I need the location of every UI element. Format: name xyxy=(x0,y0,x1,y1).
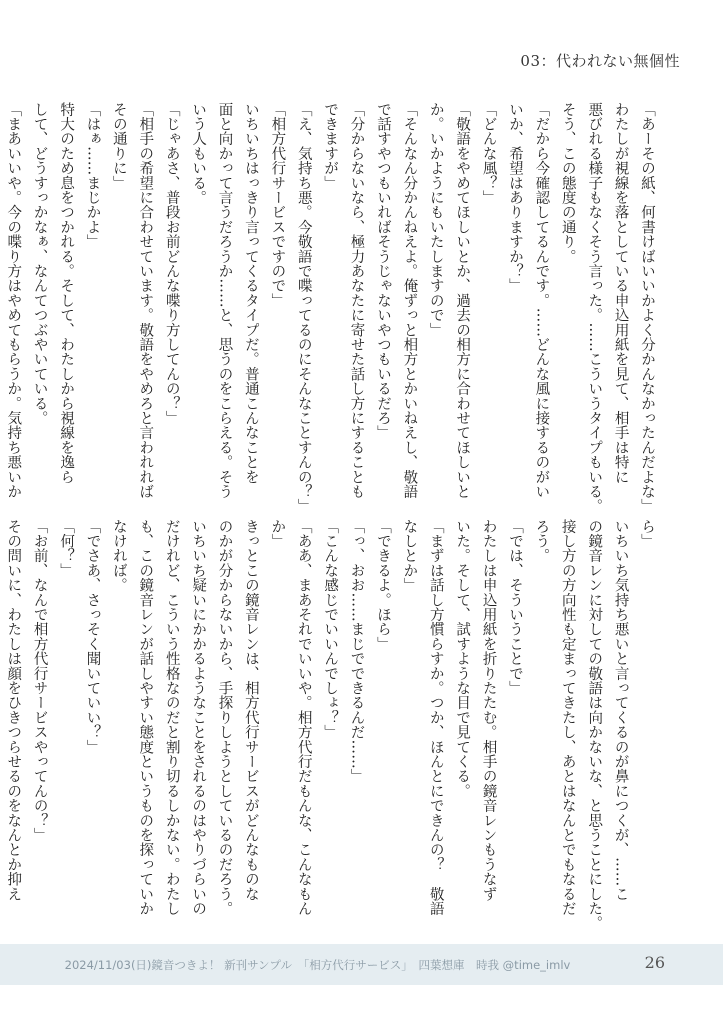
text-line: なければ。 xyxy=(110,519,127,593)
text-line: いちいち気持ち悪いと言ってくるのが鼻につくが、……こ xyxy=(612,519,629,902)
text-line: 接し方の方向性も定まってきたし、あとはなんとでもなるだ xyxy=(559,519,576,916)
text-line: ろう。 xyxy=(533,519,550,564)
text-line: 「こんな感じでいいんでしょ？」 xyxy=(322,519,339,740)
text-line: 「だから今確認してるんです。……どんな風に接するのがい xyxy=(533,102,550,499)
text-line: そう、この態度の通り。 xyxy=(559,102,576,264)
text-line: か。いかようにもいたしますので」 xyxy=(427,102,444,338)
upper-text-column xyxy=(5,102,660,514)
lower-text-column xyxy=(5,519,660,931)
text-line: で話すやつもいればそうじゃないやつもいるだろ」 xyxy=(374,102,391,441)
text-line: できますが」 xyxy=(322,102,339,191)
text-line: いう人もいる。 xyxy=(190,102,207,205)
text-line: いた。そして、試すような目で見てくる。 xyxy=(454,519,471,799)
text-line: 悪びれる様子もなくそう言った。……こういうタイプもいる。 xyxy=(586,102,603,514)
chapter-title: 03：代われない無個性 xyxy=(520,52,680,70)
text-line: 面と向かって言うだろうか……と、思うのをこらえる。そう xyxy=(216,102,233,499)
text-line: 「はぁ……まじかよ」 xyxy=(84,102,101,249)
text-line: ら」 xyxy=(639,519,655,549)
page-number: 26 xyxy=(644,953,665,972)
text-line: きっとこの鏡音レンは、相方代行サービスがどんなものな xyxy=(242,519,259,902)
text-line: 「相手の希望に合わせています。敬語をやめろと言われれば xyxy=(137,102,154,499)
text-line: 「まあいいや。今の喋り方はやめてもらうか。気持ち悪いか xyxy=(5,102,22,499)
text-line: 「どんな風？」 xyxy=(480,102,497,205)
text-line: わたしが視線を落としている申込用紙を見て、相手は特に xyxy=(612,102,629,485)
text-line: も、この鏡音レンが話しやすい態度というものを探っていか xyxy=(137,519,154,916)
text-line: その問いに、わたしは顔をひきつらせるのをなんとか抑え xyxy=(5,519,22,902)
text-line: 「そんなん分かんねえよ。俺ずっと相方とかいねえし、敬語 xyxy=(401,102,418,499)
text-line: 「ああ、まあそれでいいや。相方代行だもんな、こんなもん xyxy=(295,519,312,916)
text-line: 「分からないなら、極力あなたに寄せた話し方にすることも xyxy=(348,102,365,499)
text-line: 特大のため息をつかれる。そして、わたしから視線を逸ら xyxy=(58,102,75,485)
text-line: だけれど、こういう性格なのだと割り切るしかない。わたし xyxy=(163,519,180,916)
footer-credit: 2024/11/03(日)鏡音つきよ！ 新刊サンプル 「相方代行サービス」 四葉想庫 時我 @time_imlv xyxy=(64,958,571,972)
text-line: 「敬語をやめてほしいとか、過去の相方に合わせてほしいと xyxy=(454,102,471,499)
footer-bar xyxy=(0,944,723,985)
text-line: 「相方代行サービスですので」 xyxy=(269,102,286,308)
text-line: 「お前、なんで相方代行サービスやってんの？」 xyxy=(31,519,48,843)
text-line: いちいち疑いにかかるようなことをされるのはやりづらいの xyxy=(190,519,207,916)
text-line: 「え、気持ち悪。今敬語で喋ってるのにそんなことすんの？」 xyxy=(295,102,312,514)
text-line: 「あーその紙、何書けばいいかよく分かんなかったんだよな」 xyxy=(639,102,655,514)
text-line: 「何？」 xyxy=(58,519,75,578)
text-line: のかが分からないから、手探りしようとしているのだろう。 xyxy=(216,519,233,916)
text-line: 「っ、おお……まじでできるんだ……」 xyxy=(348,519,365,784)
text-line: わたしは申込用紙を折りたたむ。相手の鏡音レンもうなず xyxy=(480,519,497,902)
text-line: 「じゃあさ、普段お前どんな喋り方してんの？」 xyxy=(163,102,180,426)
text-line: して、どうすっかなぁ、なんてつぶやいている。 xyxy=(31,102,48,426)
text-line: 「でさあ、さっそく聞いていい？」 xyxy=(84,519,101,755)
text-line: の鏡音レンに対しての敬語は向かないな、と思うことにした。 xyxy=(586,519,603,931)
text-line: 「まずは話し方慣らすか。つか、ほんとにできんの？ 敬語 xyxy=(427,519,444,916)
text-line: か」 xyxy=(269,519,286,549)
text-line: なしとか」 xyxy=(401,519,418,593)
text-line: 「できるよ。ほら」 xyxy=(374,519,391,652)
text-line: その通りに」 xyxy=(110,102,127,191)
text-line: いか、希望はありますか？」 xyxy=(506,102,523,294)
text-line: 「では、そういうことで」 xyxy=(506,519,523,696)
text-line: いちいちはっきり言ってくるタイプだ。普通こんなことを xyxy=(242,102,259,485)
